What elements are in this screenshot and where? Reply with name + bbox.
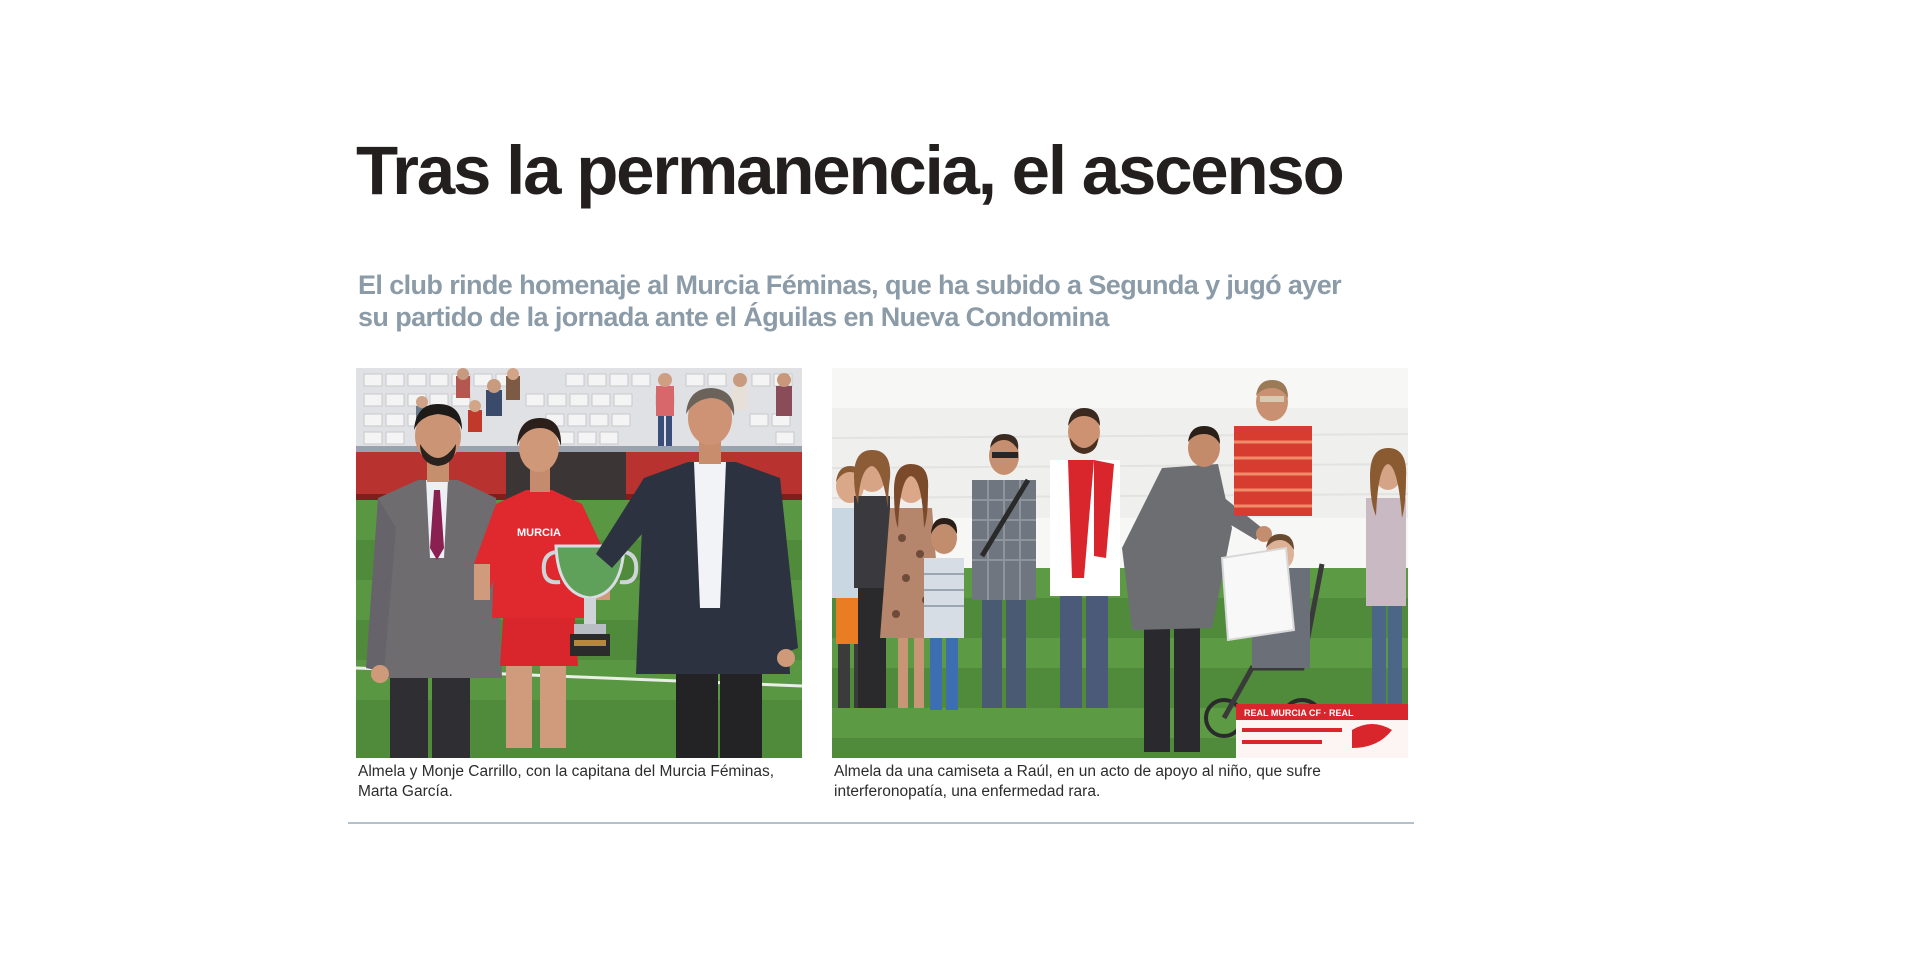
- photo-shirt-handover: [832, 368, 1408, 758]
- article-bottom-rule: [348, 822, 1414, 824]
- banner-text: REAL MURCIA CF · REAL: [1244, 708, 1354, 718]
- shirt-text: MURCIA: [517, 527, 561, 539]
- article-subheadline: El club rinde homenaje al Murcia Féminas, que ha subido a Segunda y jugó ayer su partido de la jornada ante el Águilas en Nueva Condomina: [358, 270, 1342, 332]
- photo-caption-shirt-handover: Almela da una camiseta a Raúl, en un acto de apoyo al niño, que sufre interferonopatía, una enfermedad rara.: [834, 763, 1321, 800]
- photo-trophy-presentation: [356, 368, 802, 758]
- news-article: [348, 112, 1414, 824]
- shirt-handover-illustration: [832, 368, 1408, 758]
- photo-caption-trophy: Almela y Monje Carrillo, con la capitana del Murcia Féminas, Marta García.: [358, 763, 775, 800]
- article-headline: Tras la permanencia, el ascenso: [356, 132, 1343, 209]
- trophy-presentation-illustration: [356, 368, 802, 758]
